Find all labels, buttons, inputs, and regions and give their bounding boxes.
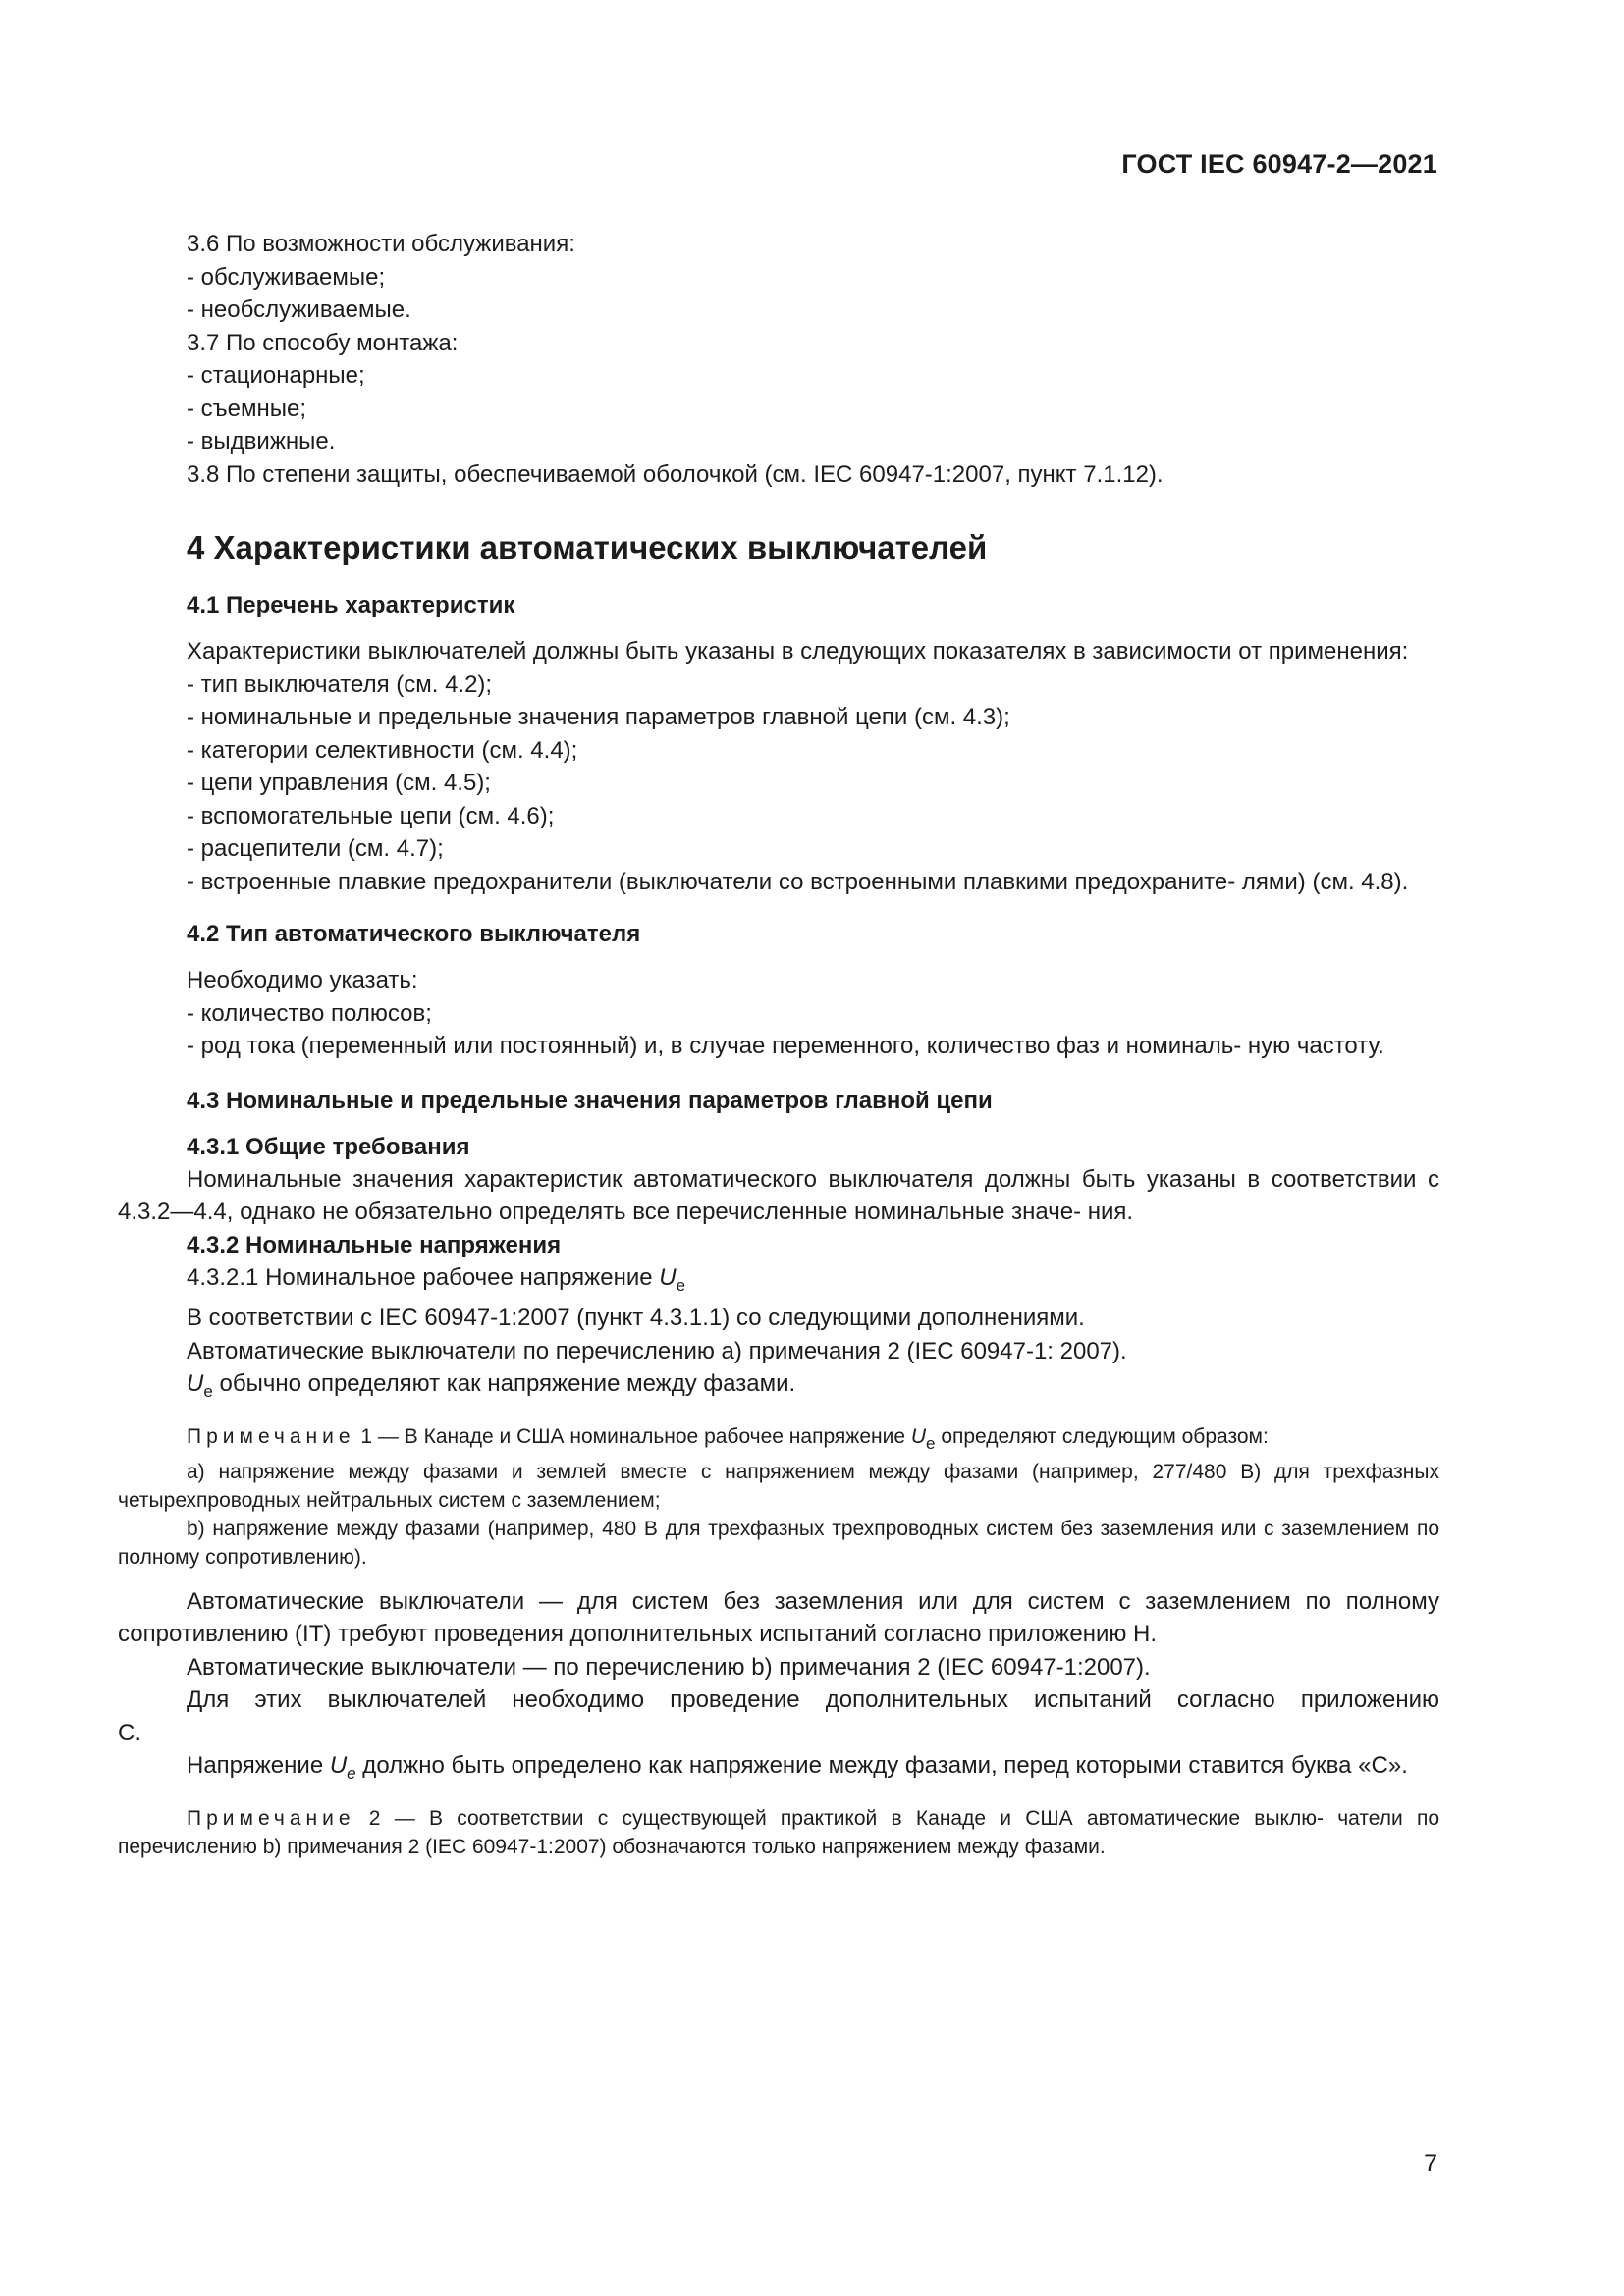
paragraph: Автоматические выключатели — для систем без заземления или для систем с заземлением по полному сопротивлению (IT) требуют проведения дополнительных испытаний согласно приложению Н.: [118, 1587, 1439, 1647]
note-2: [118, 1804, 1439, 1861]
subsection-4-3-heading: 4.3 Номинальные и предельные значения параметров главной цепи: [187, 1087, 993, 1114]
paragraph: В соответствии с IEC 60947-1:2007 (пункт 4.3.1.1) со следующими дополнениями.: [187, 1305, 1085, 1331]
list-item: - категории селективности (см. 4.4);: [187, 736, 578, 764]
symbol-u: U: [659, 1263, 677, 1291]
note-text: определяют следующим образом:: [935, 1424, 1269, 1448]
note-text: 2 — В соответствии с существующей практикой в Канаде и США автоматические выклю- чатели по перечислению b) примечания 2 (IEC 60947-1:2007) обозначаются только напряжением между фазами.: [118, 1806, 1439, 1858]
paragraph-text: 4.3.2.1 Номинальное рабочее напряжение: [187, 1263, 660, 1291]
symbol-subscript-e: e: [926, 1433, 936, 1453]
symbol-u: U: [187, 1370, 204, 1397]
paragraph: Характеристики выключателей должны быть указаны в следующих показателях в зависимости от применения:: [187, 638, 1409, 665]
subsection-4-2-body: [118, 964, 1439, 1063]
line-3-6: 3.6 По возможности обслуживания:: [187, 231, 575, 257]
document-code: ГОСТ IEC 60947-2—2021: [1121, 149, 1437, 179]
symbol-u: U: [329, 1752, 348, 1779]
symbol-u: U: [910, 1424, 927, 1448]
list-item: - вспомогательные цепи (см. 4.6);: [187, 802, 555, 829]
list-item: - необслуживаемые.: [187, 296, 411, 323]
list-item: - стационарные;: [187, 362, 365, 389]
paragraph-text: должно быть определено как напряжение между фазами, перед которыми ставится буква «С».: [355, 1752, 1408, 1779]
list-item: - расцепители (см. 4.7);: [187, 835, 444, 862]
note-text: 1 — В Канаде и США номинальное рабочее напряжение: [354, 1424, 911, 1448]
line-3-7: 3.7 По способу монтажа:: [187, 329, 459, 356]
paragraph: Автоматические выключатели по перечислению а) примечания 2 (IEC 60947-1: 2007).: [187, 1337, 1127, 1364]
note-2-text: [118, 1804, 1439, 1861]
paragraph-text: Напряжение: [187, 1752, 330, 1779]
paragraph: Необходимо указать:: [187, 967, 418, 993]
subsection-4-2-heading: 4.2 Тип автоматического выключателя: [187, 921, 641, 947]
note-1-item-a: а) напряжение между фазами и землей вместе с напряжением между фазами (например, 277/480 В) для трехфазных четырехпроводных нейтральных систем с заземлением;: [118, 1460, 1439, 1512]
subsection-4-3-2-heading: 4.3.2 Номинальные напряжения: [187, 1231, 562, 1258]
list-item: - встроенные плавкие предохранители (выключатели со встроенными плавкими предохраните- лями) (см. 4.8).: [187, 868, 1409, 895]
list-item: - съемные;: [187, 395, 307, 422]
symbol-subscript-e: e: [676, 1275, 686, 1295]
paragraph: Для этих выключателей необходимо проведение дополнительных испытаний согласно приложению С.: [118, 1686, 1439, 1746]
note-label: Примечание: [187, 1424, 355, 1448]
list-item: - количество полюсов;: [187, 999, 432, 1027]
subsection-4-3-2-continuation: [118, 1585, 1439, 1790]
paragraph: Автоматические выключатели — по перечислению b) примечания 2 (IEC 60947-1:2007).: [187, 1653, 1151, 1681]
paragraph: [118, 1367, 1439, 1409]
page-number: 7: [1424, 2150, 1437, 2177]
section-4-heading: 4 Характеристики автоматических выключателей: [187, 529, 988, 565]
list-item: - выдвижные.: [187, 428, 336, 454]
subsection-4-3-1-text: Номинальные значения характеристик автоматического выключателя должны быть указаны в соответствии с 4.3.2—4.4, однако не обязательно определять все перечисленные номинальные значе- ния.: [118, 1165, 1439, 1225]
note-1-intro: [118, 1422, 1439, 1458]
list-item: - цепи управления (см. 4.5);: [187, 770, 491, 796]
list-item: - обслуживаемые;: [187, 263, 386, 291]
subsection-4-3-2-body: [118, 1261, 1439, 1409]
paragraph-text: обычно определяют как напряжение между фазами.: [212, 1370, 796, 1397]
paragraph: [118, 1749, 1439, 1790]
list-item: - род тока (переменный или постоянный) и, в случае переменного, количество фаз и номиналь- ную частоту.: [187, 1033, 1384, 1059]
list-item: - тип выключателя (см. 4.2);: [187, 670, 493, 698]
list-item: - номинальные и предельные значения параметров главной цепи (см. 4.3);: [187, 704, 1010, 730]
symbol-subscript-e: e: [203, 1382, 213, 1401]
section-3-continuation: [118, 228, 1439, 491]
line-3-8: 3.8 По степени защиты, обеспечиваемой оболочкой (см. IEC 60947-1:2007, пункт 7.1.12).: [187, 460, 1164, 488]
note-label: Примечание: [187, 1806, 355, 1830]
note-1: [118, 1422, 1439, 1572]
note-1-item-b: b) напряжение между фазами (например, 480 В для трехфазных трехпроводных систем без заземления или с заземлением по полному сопротивлению).: [118, 1517, 1439, 1569]
subsection-4-1-body: [118, 635, 1439, 898]
paragraph-4-3-2-1: [118, 1261, 1439, 1303]
page-content: [118, 228, 1439, 1861]
subsection-4-3-1-heading: 4.3.1 Общие требования: [187, 1133, 470, 1160]
subsection-4-1-heading: 4.1 Перечень характеристик: [187, 592, 515, 618]
symbol-subscript-e: e: [347, 1764, 356, 1783]
